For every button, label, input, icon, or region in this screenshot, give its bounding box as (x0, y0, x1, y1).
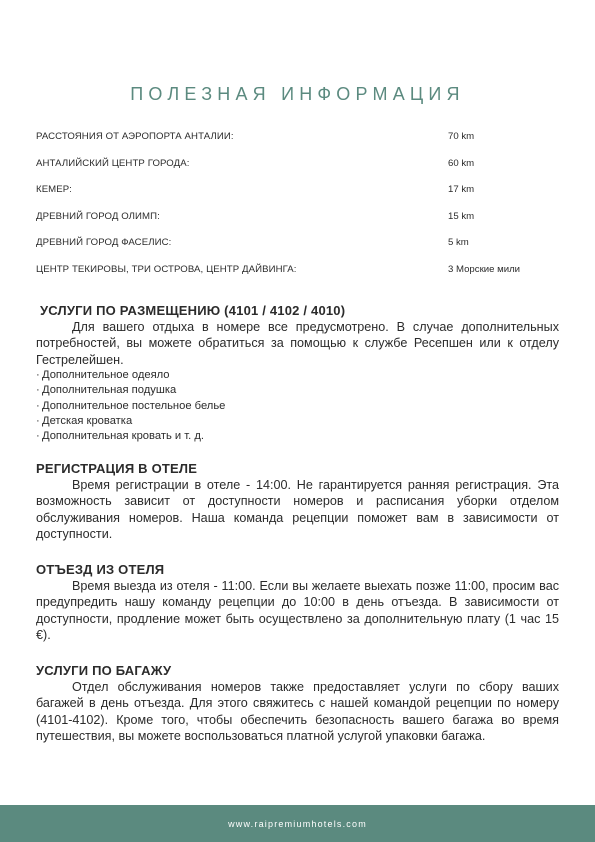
bullet-icon: · (36, 430, 40, 443)
list-item-label: Дополнительная кровать и т. д. (42, 430, 204, 443)
distance-value: 70 km (448, 131, 475, 142)
amenities-list (36, 368, 559, 444)
bullet-icon: · (36, 399, 40, 412)
distance-label: ЦЕНТР ТЕКИРОВЫ, ТРИ ОСТРОВА, ЦЕНТР ДАЙВИНГА: (36, 263, 297, 275)
page-title: ПОЛЕЗНАЯ ИНФОРМАЦИЯ (130, 84, 465, 105)
luggage-section (36, 662, 559, 745)
distance-value: 3 Морские мили (448, 263, 521, 275)
checkout-body: Время выезда из отеля - 11:00. Если вы желаете выехать позже 11:00, просим вас предупредить нашу команду рецепции до 10:00 в день отъезда. В зависимости от доступности, продление может быть осуществлено за дополнительную плату (1 час 15 €). (36, 579, 559, 643)
distance-row (36, 155, 566, 182)
bullet-icon: · (36, 369, 40, 382)
list-item-label: Дополнительное одеяло (42, 369, 170, 382)
list-item (36, 368, 559, 383)
distance-row (36, 234, 566, 261)
distance-value: 60 km (448, 157, 475, 169)
distance-label: ДРЕВНИЙ ГОРОД ФАСЕЛИС: (36, 237, 172, 249)
distance-value: 17 km (448, 184, 475, 196)
list-item-label: Детская кроватка (42, 414, 133, 427)
checkin-section (36, 460, 559, 543)
distance-row (36, 208, 566, 235)
list-item (36, 414, 559, 429)
checkin-title: РЕГИСТРАЦИЯ В ОТЕЛЕ (36, 461, 198, 476)
website-link[interactable]: www.raipremiumhotels.com (228, 819, 367, 829)
accommodation-body: Для вашего отдыха в номере все предусмотрено. В случае дополнительных потребностей, вы можете обратиться за помощью к службе Ресепшен или к отделу Гестрелейшен. (36, 320, 559, 367)
distance-label: ДРЕВНИЙ ГОРОД ОЛИМП: (36, 210, 160, 222)
distance-value: 5 km (448, 237, 469, 249)
accommodation-section (36, 302, 559, 444)
distance-value: 15 km (448, 210, 475, 222)
list-item-label: Дополнительная подушка (42, 384, 177, 397)
distance-table (36, 128, 566, 288)
list-item-label: Дополнительное постельное белье (42, 399, 226, 412)
luggage-title: УСЛУГИ ПО БАГАЖУ (36, 663, 172, 678)
checkin-body: Время регистрации в отеле - 14:00. Не гарантируется ранняя регистрация. Эта возможность зависит от доступности номеров и расписания уборки отделом обслуживания номеров. Наша команда рецепции поможет вам в зависимости от доступности. (36, 478, 559, 542)
accommodation-title: УСЛУГИ ПО РАЗМЕЩЕНИЮ (4101 / 4102 / 4010) (40, 303, 346, 318)
checkout-section (36, 561, 559, 644)
distance-row (36, 128, 566, 155)
bullet-icon: · (36, 414, 40, 427)
distance-label: КЕМЕР: (36, 184, 72, 196)
bullet-icon: · (36, 384, 40, 397)
distance-label: РАССТОЯНИЯ ОТ АЭРОПОРТА АНТАЛИИ: (36, 131, 234, 142)
distance-row (36, 261, 566, 288)
checkout-title: ОТЪЕЗД ИЗ ОТЕЛЯ (36, 562, 165, 577)
distance-row (36, 181, 566, 208)
list-item (36, 399, 559, 414)
footer-bar (0, 805, 595, 842)
luggage-body: Отдел обслуживания номеров также предоставляет услуги по сбору ваших багажей в день отъезда. Для этого свяжитесь с нашей командой рецепции по номеру (4101-4102). Кроме того, чтобы обеспечить безопасность вашего багажа во время путешествия, вы можете воспользоваться платной услугой упаковки багажа. (36, 680, 559, 744)
distance-label: АНТАЛИЙСКИЙ ЦЕНТР ГОРОДА: (36, 157, 190, 169)
list-item (36, 429, 559, 444)
list-item (36, 383, 559, 398)
